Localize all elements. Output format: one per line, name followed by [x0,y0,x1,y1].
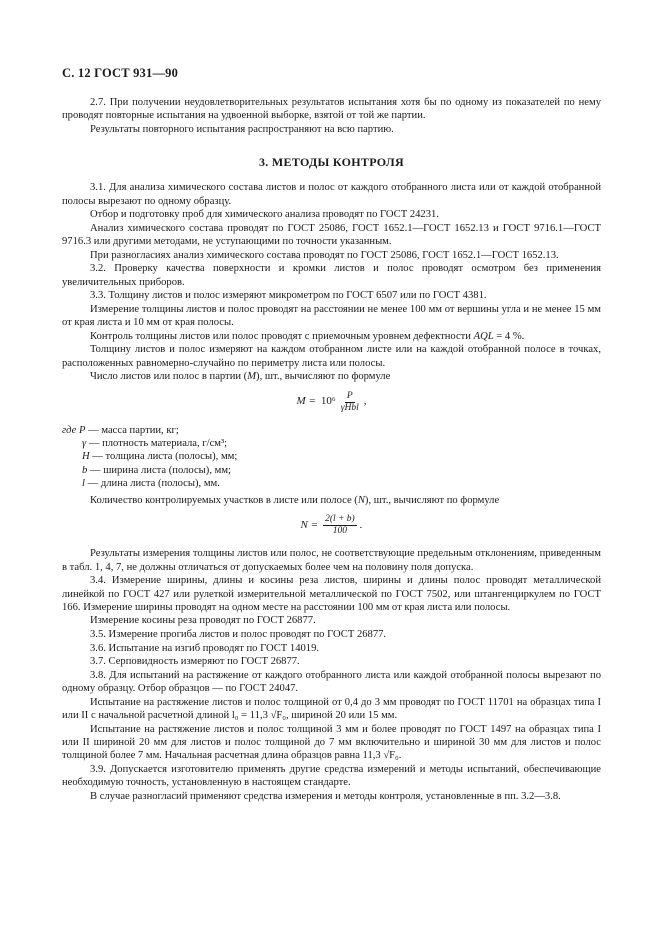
formula-n [62,514,601,537]
paragraph-3-8-c: Испытание на растяжение листов и полос толщиной 3 мм и более проводят по ГОСТ 1497 на образцах типа I или II шириной 20 мм для листов и полос толщиной до 7 мм включительно и шириной 30 мм для листов и полос толщиной более 7 мм. Начальная расчетная длина образцов равна 11,3 √F₀. [62,723,601,762]
paragraph-3-3-b: Измерение толщины листов и полос проводят на расстоянии не менее 100 мм от вершины угла и не менее 15 мм от края листа и 10 мм от края полосы. [62,303,601,329]
paragraph-3-1-c: Анализ химического состава проводят по ГОСТ 25086, ГОСТ 1652.1—ГОСТ 1652.13 и ГОСТ 9716.1—ГОСТ 9716.3 или другими методами, не уступающими по точности указанным. [62,222,601,248]
definition-b [62,464,601,477]
variable-m: M [247,371,257,383]
paragraph-3-9-b: В случае разногласий применяют средства измерения и методы контроля, установленные в пп. 3.2—3.8. [90,790,561,802]
text-segment: Число листов или полос в партии ( [90,371,248,383]
text-segment: ), шт., вычисляют по формуле [364,495,500,507]
definition-symbol: где P [62,424,86,436]
formula-fraction [323,514,357,537]
definition-l [62,477,601,490]
text-segment: Контроль толщины листов или полос проводят с приемочным уровнем дефектности [90,330,474,342]
definition-gamma [62,437,601,450]
paragraph-2-7: 2.7. При получении неудовлетворительных результатов испытания хотя бы по одному из показателей по нему проводят повторные испытания на удвоенной выборке, взятой от той же партии. [62,97,601,122]
paragraph-3-4-b: Измерение косины реза проводят по ГОСТ 26877. [90,615,316,627]
paragraph-3-6: 3.6. Испытание на изгиб проводят по ГОСТ 14019. [90,642,320,654]
definition-symbol: H [82,451,90,463]
document-body [62,96,601,803]
definition-p [62,424,601,437]
formula-numerator: P [346,390,353,401]
paragraph-3-1-d: При разногласиях анализ химического состава проводят по ГОСТ 25086, ГОСТ 1652.1—ГОСТ 1652.13. [90,249,559,261]
definition-text: — масса партии, кг; [85,424,179,436]
definition-text: — толщина листа (полосы), мм; [89,451,238,463]
page-header: С. 12 ГОСТ 931—90 [62,66,179,80]
definition-symbol: γ [82,437,87,449]
formula-fraction [339,391,361,414]
definition-symbol: l [82,477,85,489]
text-segment: ), шт., вычисляют по формуле [256,371,391,383]
definition-symbol: b [82,464,88,476]
formula-lhs: M = [296,395,316,408]
definition-text: — плотность материала, г/см³; [86,437,228,449]
formula-tail: . [359,519,363,532]
paragraph-3-8: 3.8. Для испытаний на растяжение от каждого отобранного листа или каждой отобранной полосы вырезают по одному образцу. Отбор образцов — по ГОСТ 24047. [62,669,601,695]
definition-text: — длина листа (полосы), мм. [84,477,220,489]
definition-text: — ширина листа (полосы), мм; [87,464,231,476]
paragraph-results: Результаты измерения толщины листов или полос, не соответствующие предельным отклонениям, приведенным в табл. 1, 4, 7, не должны отличаться от допускаемых более чем на половину поля допуска. [62,548,601,573]
formula-numerator: 2(l + b) [325,514,355,525]
paragraph-count [62,494,601,507]
text-segment: Количество контролируемых участков в листе или полосе ( [90,495,358,507]
paragraph-3-1: 3.1. Для анализа химического состава листов и полос от каждого отобранного листа или от каждой отобранной полосы вырезают по одному образцу. [62,182,601,207]
paragraph-3-3-e [62,370,601,383]
formula-lhs: N = [300,519,319,532]
definition-h [62,450,601,463]
paragraph-3-1-b: Отбор и подготовку проб для химического анализа проводят по ГОСТ 24231. [90,209,439,221]
formula-denominator: γHbl [340,402,359,413]
formula-denominator: 100 [332,526,347,537]
text-segment: = 4 %. [493,330,525,342]
paragraph-3-9: 3.9. Допускается изготовителю применять другие средства измерений и методы испытаний, обеспечивающие необходимую точность, установленную в настоящем стандарте. [62,763,601,789]
variable-aql: AQL [473,330,494,342]
formula-tail: , [363,395,367,408]
variable-n: N [357,495,365,507]
paragraph-3-4: 3.4. Измерение ширины, длины и косины реза листов, ширины и длины полос проводят металлической линейкой по ГОСТ 427 или рулеткой измерительной металлической по ГОСТ 7502, или штангенциркулем по ГОСТ 166. Измерение ширины проводят на одном месте на расстоянии 100 мм от края листа или полосы. [62,575,601,613]
variable-definitions [62,424,601,490]
paragraph-2-7-b: Результаты повторного испытания распространяют на всю партию. [90,123,394,135]
paragraph-3-5: 3.5. Измерение прогиба листов и полос проводят по ГОСТ 26877. [90,629,387,641]
paragraph-3-3-c [62,330,601,343]
paragraph-3-3-d: Толщину листов и полос измеряют на каждом отобранном листе или на каждой отобранной полосе в точках, расположенных равномерно-случайно по периметру листа или полосы. [62,344,601,369]
paragraph-3-7: 3.7. Серповидность измеряют по ГОСТ 26877. [90,656,300,668]
formula-coefficient: 10⁶ [320,395,336,408]
paragraph-3-3: 3.3. Толщину листов и полос измеряют микрометром по ГОСТ 6507 или по ГОСТ 4381. [90,290,487,302]
formula-m [62,391,601,414]
paragraph-3-2: 3.2. Проверку качества поверхности и кромки листов и полос проводят осмотром без применения увеличительных приборов. [62,263,601,288]
paragraph-3-8-b: Испытание на растяжение листов и полос толщиной от 0,4 до 3 мм проводят по ГОСТ 11701 на образцах типа I или II с начальной расчетной длиной l₀ = 11,3 √F₀, шириной 20 или 15 мм. [62,696,601,722]
section-title: 3. МЕТОДЫ КОНТРОЛЯ [258,155,405,170]
